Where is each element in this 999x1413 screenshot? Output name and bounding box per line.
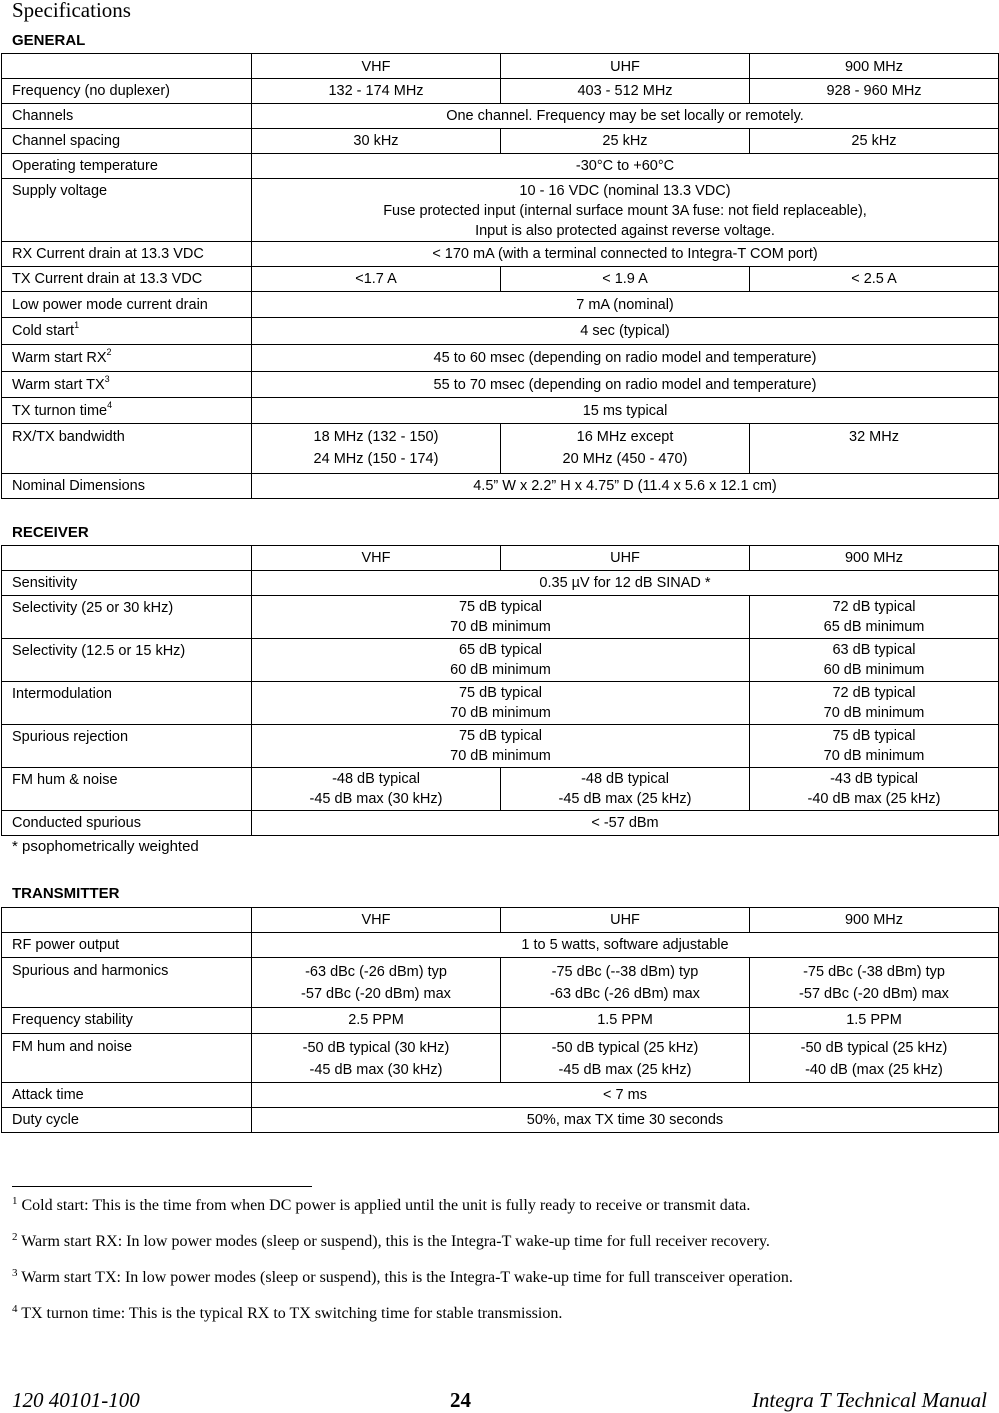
transmitter-table [1, 907, 999, 1133]
col-header-uhf: UHF [501, 54, 750, 79]
table-row: VHF UHF 900 MHz [2, 908, 999, 933]
general-heading: GENERAL [12, 32, 86, 49]
table-row: Spurious rejection 75 dB typical 70 dB minimum 75 dB typical 70 dB minimum [2, 725, 999, 768]
footnote-2: $^2$ Warm start RX: In low power modes (sleep or suspend), this is the Integra-T wake-up time for full receiver recovery. [12, 1231, 770, 1250]
footnote-4: $^4$ TX turnon time: This is the typical RX to TX switching time for stable transmission. [12, 1303, 563, 1322]
table-row: Low power mode current drain 7 mA (nominal) [2, 292, 999, 318]
col-header-vhf: VHF [252, 54, 501, 79]
table-row: VHF UHF 900 MHz [2, 546, 999, 571]
table-row: TX Current drain at 13.3 VDC <1.7 A < 1.9 A < 2.5 A [2, 267, 999, 292]
footer-page-number: 24 [450, 1388, 471, 1412]
table-row: Duty cycle 50%, max TX time 30 seconds [2, 1108, 999, 1133]
table-row: Frequency stability 2.5 PPM 1.5 PPM 1.5 PPM [2, 1008, 999, 1034]
transmitter-heading: TRANSMITTER [12, 885, 120, 902]
table-row: Supply voltage 10 - 16 VDC (nominal 13.3 VDC) Fuse protected input (internal surface mount 3A fuse: not field replaceable), Input is also protected against reverse voltage. [2, 179, 999, 242]
col-header-900: 900 MHz [750, 54, 999, 79]
footnote-1: $^1$ Cold start: This is the time from when DC power is applied until the unit is fully ready to receive or transmit data. [12, 1195, 751, 1214]
table-row: RF power output 1 to 5 watts, software adjustable [2, 933, 999, 958]
table-row: RX/TX bandwidth 18 MHz (132 - 150) 24 MHz (150 - 174) 16 MHz except 20 MHz (450 - 470) 32 MHz [2, 424, 999, 474]
table-row: Warm start $RX^2$ 45 to 60 msec (depending on radio model and temperature) [2, 345, 999, 372]
table-row: Channels One channel. Frequency may be set locally or remotely. [2, 104, 999, 129]
page-title: Specifications [12, 0, 131, 22]
table-row: Warm start $TX^3$ 55 to 70 msec (depending on radio model and temperature) [2, 372, 999, 398]
table-row: Conducted spurious < -57 dBm [2, 811, 999, 836]
table-row: Spurious and harmonics -63 dBc (-26 dBm) typ -57 dBc (-20 dBm) max -75 dBc (--38 dBm) typ -63 dBc (-26 dBm) max -75 dBc (-38 dBm) typ -57 dBc (-20 dBm) max [2, 958, 999, 1008]
table-row: Frequency (no duplexer) 132 - 174 MHz 403 - 512 MHz 928 - 960 MHz [2, 79, 999, 104]
receiver-heading: RECEIVER [12, 524, 89, 541]
footnote-3: $^3$ Warm start TX: In low power modes (sleep or suspend), this is the Integra-T wake-up time for full transceiver operation. [12, 1267, 793, 1286]
table-row [2, 54, 999, 79]
table-row: FM hum & noise -48 dB typical -45 dB max (30 kHz) -48 dB typical -45 dB max (25 kHz) -43 dB typical -40 dB max (25 kHz) [2, 768, 999, 811]
general-table [1, 53, 999, 499]
table-row: Sensitivity 0.35 µV for 12 dB SINAD * [2, 571, 999, 596]
table-row: Intermodulation 75 dB typical 70 dB minimum 72 dB typical 70 dB minimum [2, 682, 999, 725]
footer-manual-title: Integra T Technical Manual [751, 1388, 987, 1412]
table-row: Channel spacing 30 kHz 25 kHz 25 kHz [2, 129, 999, 154]
table-row: FM hum and noise -50 dB typical (30 kHz) -45 dB max (30 kHz) -50 dB typical (25 kHz) -45 dB max (25 kHz) -50 dB typical (25 kHz) -40 dB (max (25 kHz) [2, 1034, 999, 1083]
table-row: Attack time < 7 ms [2, 1083, 999, 1108]
table-row: Selectivity (25 or 30 kHz) 75 dB typical 70 dB minimum 72 dB typical 65 dB minimum [2, 596, 999, 639]
table-row: Operating temperature -30°C to +60°C [2, 154, 999, 179]
table-row: Selectivity (12.5 or 15 kHz) 65 dB typical 60 dB minimum 63 dB typical 60 dB minimum [2, 639, 999, 682]
footer-doc-number: 120 40101-100 [12, 1388, 140, 1412]
footnote-divider [12, 1186, 312, 1187]
table-row: RX Current drain at 13.3 VDC < 170 mA (with a terminal connected to Integra-T COM port) [2, 242, 999, 267]
table-row: TX turnon time$^4$ 15 ms typical [2, 398, 999, 424]
receiver-table [1, 545, 999, 836]
table-row: Cold start$^1$ 4 sec (typical) [2, 318, 999, 345]
table-row: Nominal Dimensions 4.5” W x 2.2” H x 4.75” D (11.4 x 5.6 x 12.1 cm) [2, 474, 999, 499]
footnote-psophometric: * psophometrically weighted [12, 838, 199, 855]
